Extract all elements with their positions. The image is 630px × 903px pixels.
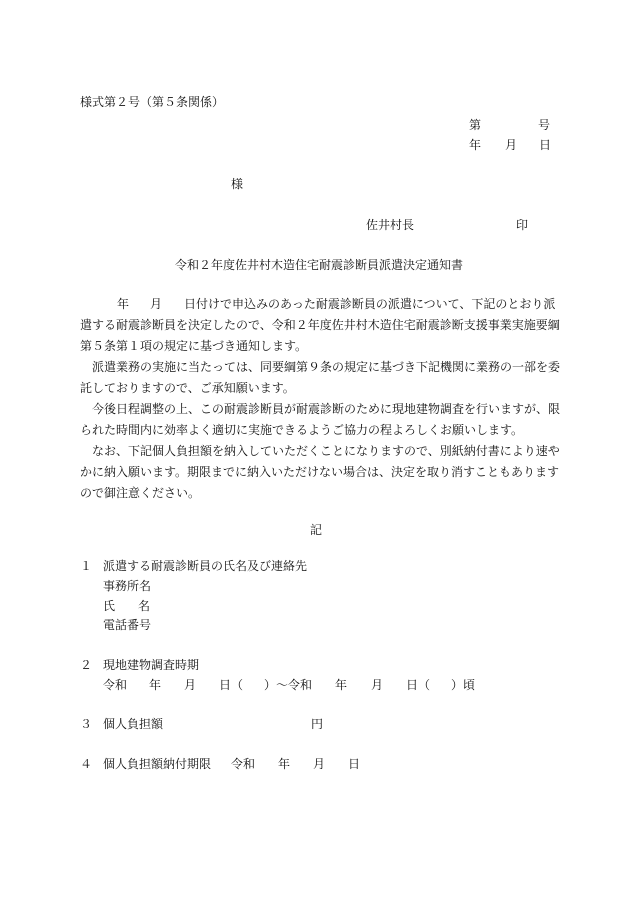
item2-number: ２ — [80, 658, 93, 672]
period-day-start: 日（ — [219, 678, 244, 692]
item1-office-label: 事務所名 — [103, 579, 152, 593]
date-day: 日 — [539, 138, 552, 152]
p3-line1: 今後日程調整の上、この耐震診断員が耐震診断のために現地建物調査を行いますが、限 — [92, 402, 561, 416]
item4-heading: 個人負担額納付期限 — [103, 757, 212, 771]
item4-year: 年 — [278, 757, 291, 771]
period-reiwa-start: 令和 — [103, 678, 128, 692]
p3-line2: られた時間内に効率よく適切に実施できるようご協力の程よろしくお願いします。 — [80, 423, 524, 437]
recipient-sama: 様 — [231, 177, 244, 191]
item2-heading: 現地建物調査時期 — [103, 658, 200, 672]
doc-number-dai: 第 — [469, 118, 482, 132]
item1-heading: 派遣する耐震診断員の氏名及び連絡先 — [103, 559, 308, 573]
p1-line1: 日付けで申込みのあった耐震診断員の派遣について、下記のとおり派 — [184, 297, 556, 311]
item4-reiwa: 令和 — [231, 757, 256, 771]
p1-month: 月 — [150, 297, 163, 311]
item4-day: 日 — [348, 757, 361, 771]
item1-phone-label: 電話番号 — [103, 618, 152, 632]
ki-heading: 記 — [310, 523, 323, 537]
p4-line2: かに納入願います。期限までに納入いただけない場合は、決定を取り消すこともあります — [80, 465, 560, 479]
period-close-end: ）頃 — [451, 678, 476, 692]
period-year-end: 年 — [335, 678, 348, 692]
issuer-name: 佐井村長 — [366, 218, 415, 232]
p4-line3: ので御注意ください。 — [80, 486, 201, 500]
period-tilde-reiwa: ）～令和 — [264, 678, 313, 692]
p1-line2: 遣する耐震診断員を決定したので、令和２年度佐井村木造住宅耐震診断支援事業実施要綱 — [80, 318, 560, 332]
p2-line2: 託しておりますので、ご承知願います。 — [80, 381, 295, 395]
item3-heading: 個人負担額 — [103, 717, 164, 731]
item4-number: ４ — [80, 757, 93, 771]
period-month-end: 月 — [371, 678, 384, 692]
period-year-start: 年 — [149, 678, 162, 692]
date-month: 月 — [505, 138, 518, 152]
period-day-end: 日（ — [406, 678, 431, 692]
period-month-start: 月 — [184, 678, 197, 692]
form-number: 様式第２号（第５条関係） — [80, 95, 225, 109]
item1-name-shi: 氏 — [103, 599, 116, 613]
document-title: 令和２年度佐井村木造住宅耐震診断員派遣決定通知書 — [175, 258, 464, 272]
item1-name-mei: 名 — [138, 599, 151, 613]
p4-line1: なお、下記個人負担額を納入していただくことになりますので、別紙納付書により速や — [92, 444, 560, 458]
issuer-seal: 印 — [516, 218, 529, 232]
item1-number: １ — [80, 559, 93, 573]
p2-line1: 派遣業務の実施に当たっては、同要綱第９条の規定に基づき下記機関に業務の一部を委 — [92, 360, 561, 374]
p1-year: 年 — [117, 297, 130, 311]
date-year: 年 — [469, 138, 482, 152]
item4-month: 月 — [313, 757, 326, 771]
item3-yen: 円 — [311, 717, 324, 731]
item3-number: ３ — [80, 717, 93, 731]
doc-number-go: 号 — [538, 118, 551, 132]
p1-line3: 第５条第１項の規定に基づき通知します。 — [80, 339, 308, 353]
